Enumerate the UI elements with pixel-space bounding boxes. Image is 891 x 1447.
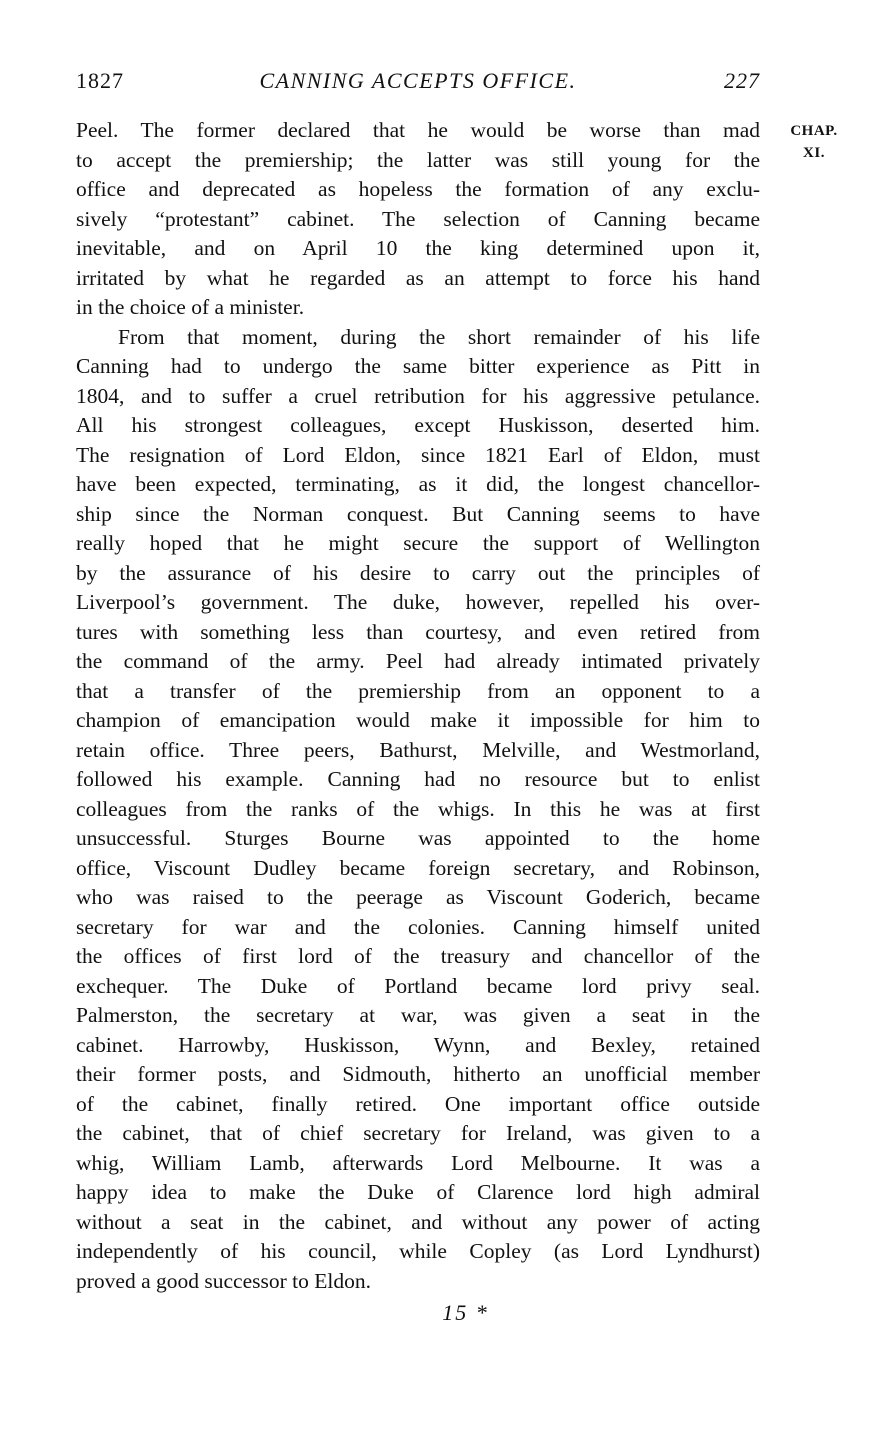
text-line: unsuccessful. Sturges Bourne was appointed to the home <box>76 826 760 850</box>
text-line: Peel. The former declared that he would be worse than mad <box>76 118 760 142</box>
text-line: have been expected, terminating, as it did, the longest chancellor- <box>76 472 760 496</box>
text-line: retain office. Three peers, Bathurst, Melville, and Westmorland, <box>76 737 760 762</box>
chapter-sidenote <box>774 120 854 164</box>
text-line: without a seat in the cabinet, and without any power of acting <box>76 1209 760 1234</box>
text-line: whig, William Lamb, afterwards Lord Melbourne. It was a <box>76 1150 760 1175</box>
page-number: 227 <box>724 68 760 93</box>
paragraph-1 <box>76 116 760 323</box>
text-line: 1804, and to suffer a cruel retribution for his aggressive petulance. <box>76 383 760 408</box>
text-line: the offices of first lord of the treasury and chancellor of the <box>76 944 760 968</box>
text-line: exchequer. The Duke of Portland became lord privy seal. <box>76 973 760 998</box>
text-line: the cabinet, that of chief secretary for Ireland, was given to a <box>76 1121 760 1145</box>
text-line: tures with something less than courtesy, and even retired from <box>76 619 760 644</box>
text-line: From that moment, during the short remainder of his life <box>118 324 760 349</box>
sidenote-chap: CHAP. <box>790 123 838 139</box>
text-line: of the cabinet, finally retired. One important office outside <box>76 1091 760 1116</box>
text-line: Canning had to undergo the same bitter experience as Pitt in <box>76 354 760 378</box>
text-line: champion of emancipation would make it impossible for him to <box>76 708 760 732</box>
text-line: secretary for war and the colonies. Canning himself united <box>76 914 760 939</box>
text-line: office, Viscount Dudley became foreign secretary, and Robinson, <box>76 855 760 880</box>
text-line: All his strongest colleagues, except Huskisson, deserted him. <box>76 413 760 437</box>
text-line: that a transfer of the premiership from an opponent to a <box>76 678 760 703</box>
text-line: colleagues from the ranks of the whigs. In this he was at first <box>76 796 760 821</box>
text-line: cabinet. Harrowby, Huskisson, Wynn, and Bexley, retained <box>76 1032 760 1057</box>
text-line: really hoped that he might secure the support of Wellington <box>76 531 760 555</box>
text-line: sively “protestant” cabinet. The selection of Canning became <box>76 206 760 231</box>
text-line: in the choice of a minister. <box>76 295 305 319</box>
running-title: CANNING ACCEPTS OFFICE. <box>259 68 577 93</box>
text-line: ship since the Norman conquest. But Canning seems to have <box>76 501 760 526</box>
header-year: 1827 <box>76 68 124 93</box>
body-text <box>76 116 760 1296</box>
running-header <box>76 68 760 98</box>
text-line: office and deprecated as hopeless the formation of any exclu- <box>76 177 760 201</box>
text-line: to accept the premiership; the latter was still young for the <box>76 147 760 172</box>
text-line: the command of the army. Peel had already intimated privately <box>76 649 760 673</box>
text-line: inevitable, and on April 10 the king determined upon it, <box>76 236 760 260</box>
text-line: happy idea to make the Duke of Clarence lord high admiral <box>76 1180 760 1204</box>
text-line: Liverpool’s government. The duke, however, repelled his over- <box>76 590 760 614</box>
text-line: The resignation of Lord Eldon, since 1821 Earl of Eldon, must <box>76 442 760 467</box>
printer-signature-mark: 15 * <box>442 1300 489 1325</box>
text-line: independently of his council, while Copley (as Lord Lyndhurst) <box>76 1239 760 1263</box>
paragraph-2 <box>76 323 760 1297</box>
sidenote-number: XI. <box>803 145 825 161</box>
text-line: irritated by what he regarded as an attempt to force his hand <box>76 265 760 290</box>
text-line: Palmerston, the secretary at war, was given a seat in the <box>76 1003 760 1027</box>
text-line: by the assurance of his desire to carry out the principles of <box>76 560 760 585</box>
text-line: their former posts, and Sidmouth, hitherto an unofficial member <box>76 1062 760 1086</box>
text-line: proved a good successor to Eldon. <box>76 1268 371 1293</box>
text-line: who was raised to the peerage as Viscount Goderich, became <box>76 885 760 909</box>
text-line: followed his example. Canning had no resource but to enlist <box>76 767 760 791</box>
